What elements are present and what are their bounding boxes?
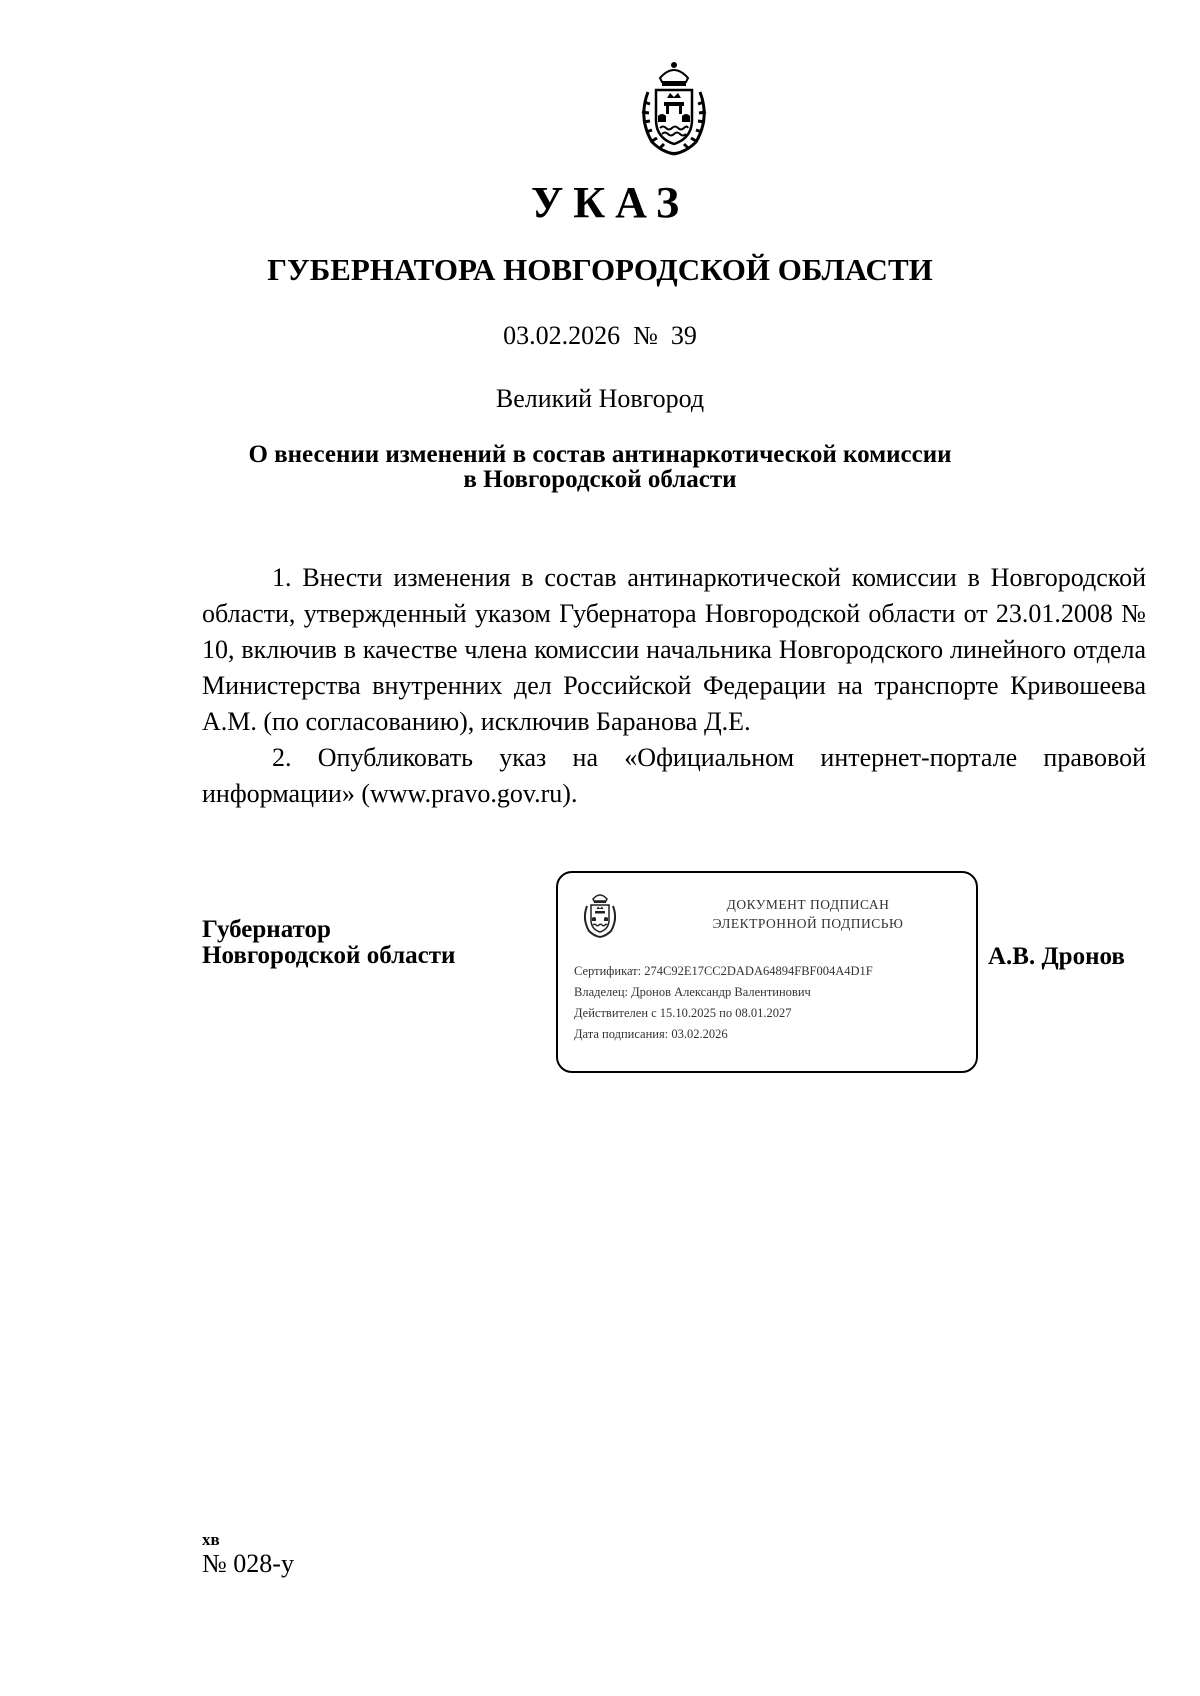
stamp-certificate-row [574,961,974,982]
signer-position-line-2: Новгородской области [202,942,456,969]
stamp-owner-row [574,982,974,1003]
signer-position [202,917,455,969]
stamp-title-line-1: ДОКУМЕНТ ПОДПИСАН [726,897,890,912]
decree-number: 39 [670,321,697,350]
signer-name: А.В. Дронов [988,943,1125,970]
executor-initials: хв [202,1530,220,1549]
issuer-subtitle: ГУБЕРНАТОРА НОВГОРОДСКОЙ ОБЛАСТИ [267,252,933,287]
city-name: Великий Новгород [495,384,705,413]
signer-position-line-1: Губернатор [202,916,331,943]
body-paragraph-2: 2. Опубликовать указ на «Официальном интернет-портале правовой информации» (www.pravo.gov.ru). [202,743,1146,808]
heading-line-2: в Новгородской области [463,466,737,493]
certificate-label: Сертификат: [574,964,642,978]
electronic-signature-stamp [556,871,978,1073]
heading-line-1: О внесении изменений в состав антинаркотической комиссии [248,441,952,468]
certificate-value: 274C92E17CC2DADA64894FBF004A4D1F [644,964,873,978]
number-sign: № [633,321,658,350]
stamp-validity-row: Действителен с 15.10.2025 по 08.01.2027 [574,1006,792,1020]
decree-heading [0,442,1200,492]
stamp-title [658,895,958,933]
sign-date-value: 03.02.2026 [671,1027,728,1041]
owner-value: Дронов Александр Валентинович [631,985,811,999]
stamp-title-line-2: ЭЛЕКТРОННОЙ ПОДПИСЬЮ [712,916,904,931]
stamp-details [574,961,974,1045]
footer-registration [202,1532,294,1580]
stamp-coat-of-arms-icon [580,889,620,939]
decree-date: 03.02.2026 [503,321,621,350]
decree-body [202,560,1146,812]
registration-number: № 028-у [202,1549,294,1578]
owner-label: Владелец: [574,985,628,999]
document-type-title: УКАЗ [530,178,690,227]
coat-of-arms-icon [634,58,714,158]
stamp-sign-date-row [574,1024,974,1045]
body-paragraph-1: 1. Внести изменения в состав антинаркотической комиссии в Новгородской области, утвержденный указом Губернатора Новгородской области от 23.01.2008 № 10, включив в качестве члена комиссии начальника Новгородского линейного отдела Министерства внутренних дел Российской Федерации на транспорте Кривошеева А.М. (по согласованию), исключив Баранова Д.Е. [202,563,1146,736]
date-number-line [0,319,1200,353]
sign-date-label: Дата подписания: [574,1027,669,1041]
